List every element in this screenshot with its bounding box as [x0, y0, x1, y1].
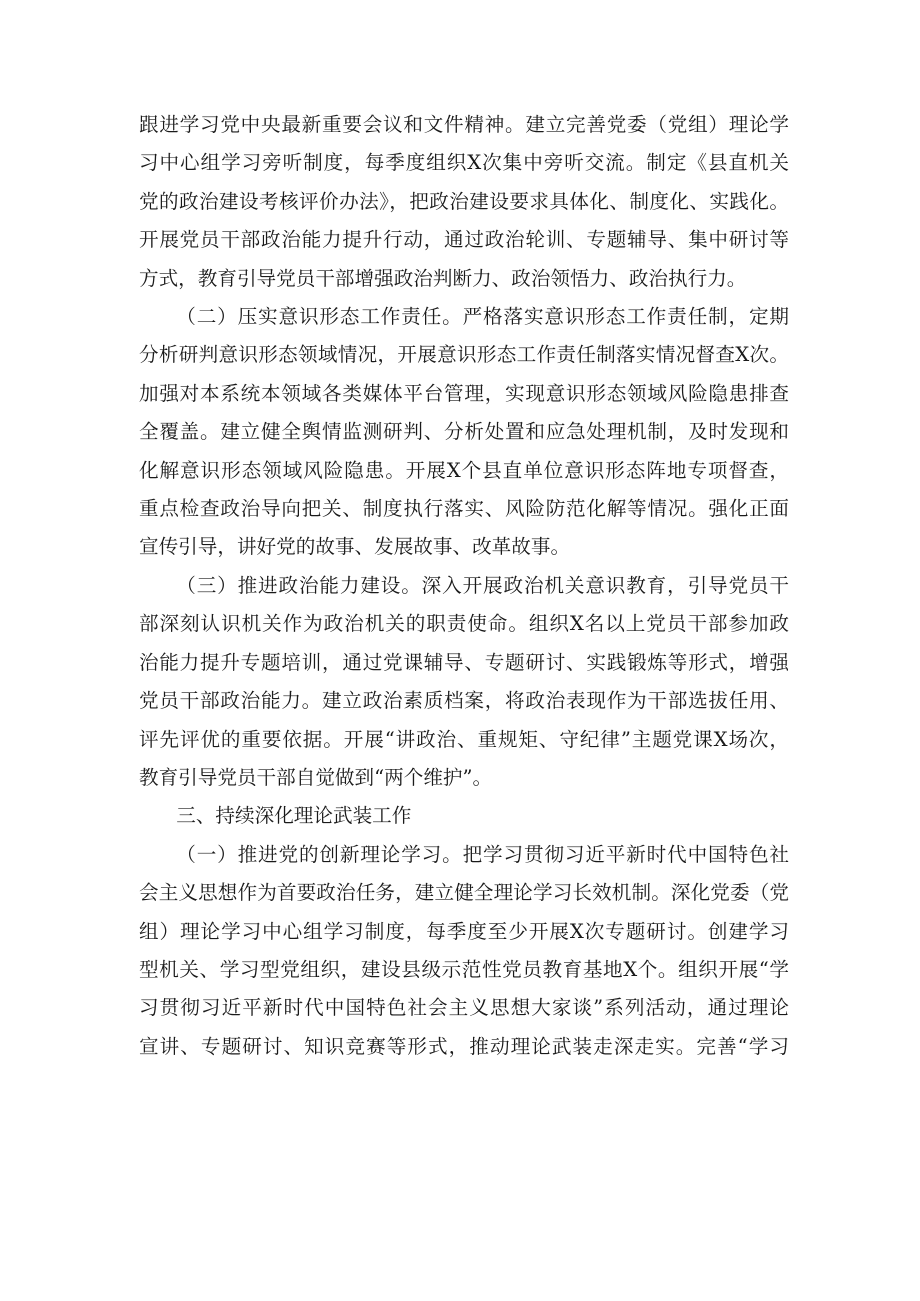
- section-heading-theory-arming: [139, 797, 789, 835]
- text-line: 习中心组学习旁听制度，每季度组织X次集中旁听交流。制定《县直机关: [139, 151, 789, 175]
- text-line: （二）压实意识形态工作责任。严格落实意识形态工作责任制，定期: [176, 305, 789, 329]
- document-body: [139, 106, 789, 1066]
- text-line: 重点检查政治导向把关、制度执行落实、风险防范化解等情况。强化正面: [139, 497, 789, 521]
- text-line: 党员干部政治能力。建立政治素质档案，将政治表现作为干部选拔任用、: [139, 689, 789, 713]
- section-heading: 三、持续深化理论武装工作: [176, 804, 412, 828]
- paragraph-political-capacity: [139, 567, 789, 797]
- text-line: 方式，教育引导党员干部增强政治判断力、政治领悟力、政治执行力。: [139, 266, 747, 290]
- text-line: 化解意识形态领域风险隐患。开展X个县直单位意识形态阵地专项督查，: [139, 458, 789, 482]
- text-line: 党的政治建设考核评价办法》，把政治建设要求具体化、制度化、实践化。: [139, 189, 789, 213]
- text-line: 型机关、学习型党组织，建设县级示范性党员教育基地X个。组织开展“学: [139, 957, 789, 981]
- text-line: 部深刻认识机关作为政治机关的职责使命。组织X名以上党员干部参加政: [139, 612, 789, 636]
- text-line: 评先评优的重要依据。开展“讲政治、重规矩、守纪律”主题党课X场次，: [139, 727, 789, 751]
- text-line: 开展党员干部政治能力提升行动，通过政治轮训、专题辅导、集中研讨等: [139, 228, 789, 252]
- text-line: （一）推进党的创新理论学习。把学习贯彻习近平新时代中国特色社: [176, 842, 789, 866]
- paragraph-political-building-continued: [139, 106, 789, 298]
- text-line: 治能力提升专题培训，通过党课辅导、专题研讨、实践锻炼等形式，增强: [139, 650, 789, 674]
- text-line: 分析研判意识形态领域情况，开展意识形态工作责任制落实情况督查X次。: [139, 343, 789, 367]
- text-line: 跟进学习党中央最新重要会议和文件精神。建立完善党委（党组）理论学: [139, 113, 789, 136]
- paragraph-innovation-theory-study: [139, 836, 789, 1066]
- paragraph-ideology-responsibility: [139, 298, 789, 567]
- text-line: 宣讲、专题研讨、知识竞赛等形式，推动理论武装走深走实。完善“学习: [139, 1034, 789, 1058]
- text-line: 加强对本系统本领域各类媒体平台管理，实现意识形态领域风险隐患排查: [139, 381, 789, 405]
- text-line: （三）推进政治能力建设。深入开展政治机关意识教育，引导党员干: [176, 573, 789, 597]
- text-line: 习贯彻习近平新时代中国特色社会主义思想大家谈”系列活动，通过理论: [139, 996, 789, 1020]
- text-line: 教育引导党员干部自觉做到“两个维护”。: [139, 765, 493, 789]
- text-line: 会主义思想作为首要政治任务，建立健全理论学习长效机制。深化党委（党: [139, 881, 789, 905]
- text-line: 组）理论学习中心组学习制度，每季度至少开展X次专题研讨。创建学习: [139, 919, 789, 943]
- text-line: 宣传引导，讲好党的故事、发展故事、改革故事。: [139, 535, 571, 559]
- text-line: 全覆盖。建立健全舆情监测研判、分析处置和应急处理机制，及时发现和: [139, 420, 789, 444]
